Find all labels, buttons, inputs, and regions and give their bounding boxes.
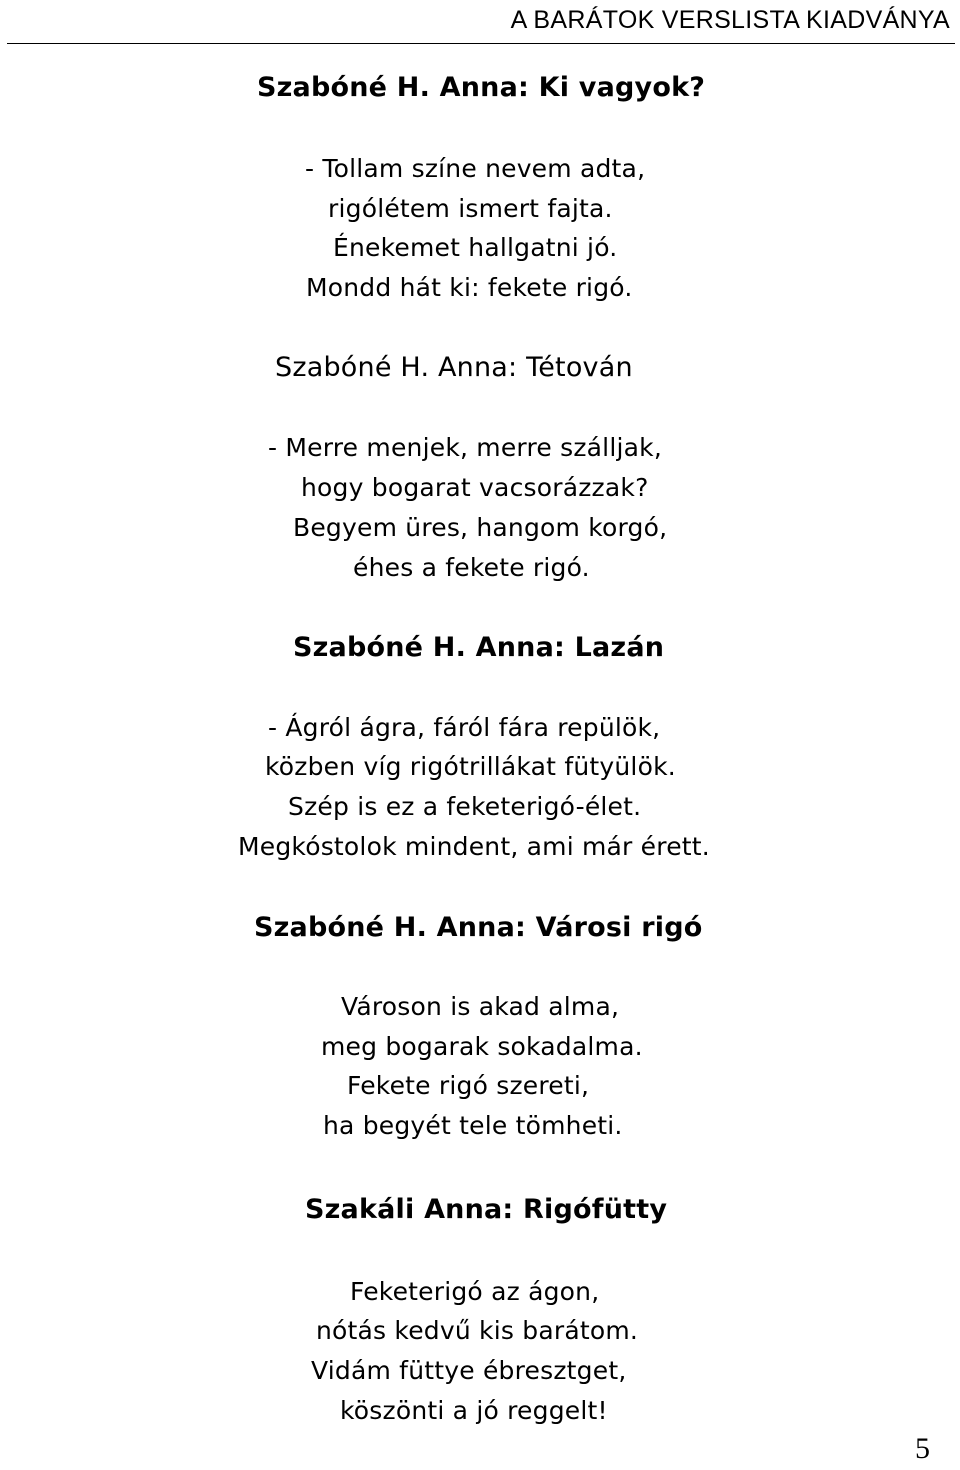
poem-title: Szabóné H. Anna: Lazán (293, 632, 665, 663)
poem-line: ha begyét tele tömheti. (323, 1111, 623, 1140)
poem-line: Szép is ez a feketerigó-élet. (288, 792, 642, 821)
poem-line: hogy bogarat vacsorázzak? (301, 473, 649, 502)
poem-line: Vidám füttye ébresztget, (311, 1356, 627, 1385)
poem-line: közben víg rigótrillákat fütyülök. (265, 752, 676, 781)
poem-line: köszönti a jó reggelt! (340, 1396, 608, 1425)
poem-title: Szabóné H. Anna: Tétován (275, 352, 633, 383)
poem-line: - Tollam színe nevem adta, (305, 154, 646, 183)
poem-title: Szabóné H. Anna: Városi rigó (254, 912, 703, 943)
poem-line: Énekemet hallgatni jó. (333, 233, 618, 262)
poem-line: Feketerigó az ágon, (350, 1277, 600, 1306)
poem-line: Begyem üres, hangom korgó, (293, 513, 668, 542)
poem-line: Fekete rigó szereti, (347, 1071, 590, 1100)
poem-line: Megkóstolok mindent, ami már érett. (238, 832, 710, 861)
poem-line: - Merre menjek, merre szálljak, (268, 433, 662, 462)
poem-line: meg bogarak sokadalma. (321, 1032, 643, 1061)
poem-line: éhes a fekete rigó. (353, 553, 590, 582)
page-number: 5 (915, 1432, 930, 1465)
running-header: A BARÁTOK VERSLISTA KIADVÁNYA (510, 6, 950, 34)
poem-line: rigólétem ismert fajta. (328, 194, 613, 223)
poem-line: - Ágról ágra, fáról fára repülök, (268, 713, 661, 742)
poem-title: Szakáli Anna: Rigófütty (305, 1194, 668, 1225)
poem-line: Városon is akad alma, (341, 992, 620, 1021)
header-rule (7, 43, 955, 44)
poem-line: nótás kedvű kis barátom. (316, 1316, 639, 1345)
poem-line: Mondd hát ki: fekete rigó. (306, 273, 633, 302)
poem-title: Szabóné H. Anna: Ki vagyok? (257, 72, 706, 103)
